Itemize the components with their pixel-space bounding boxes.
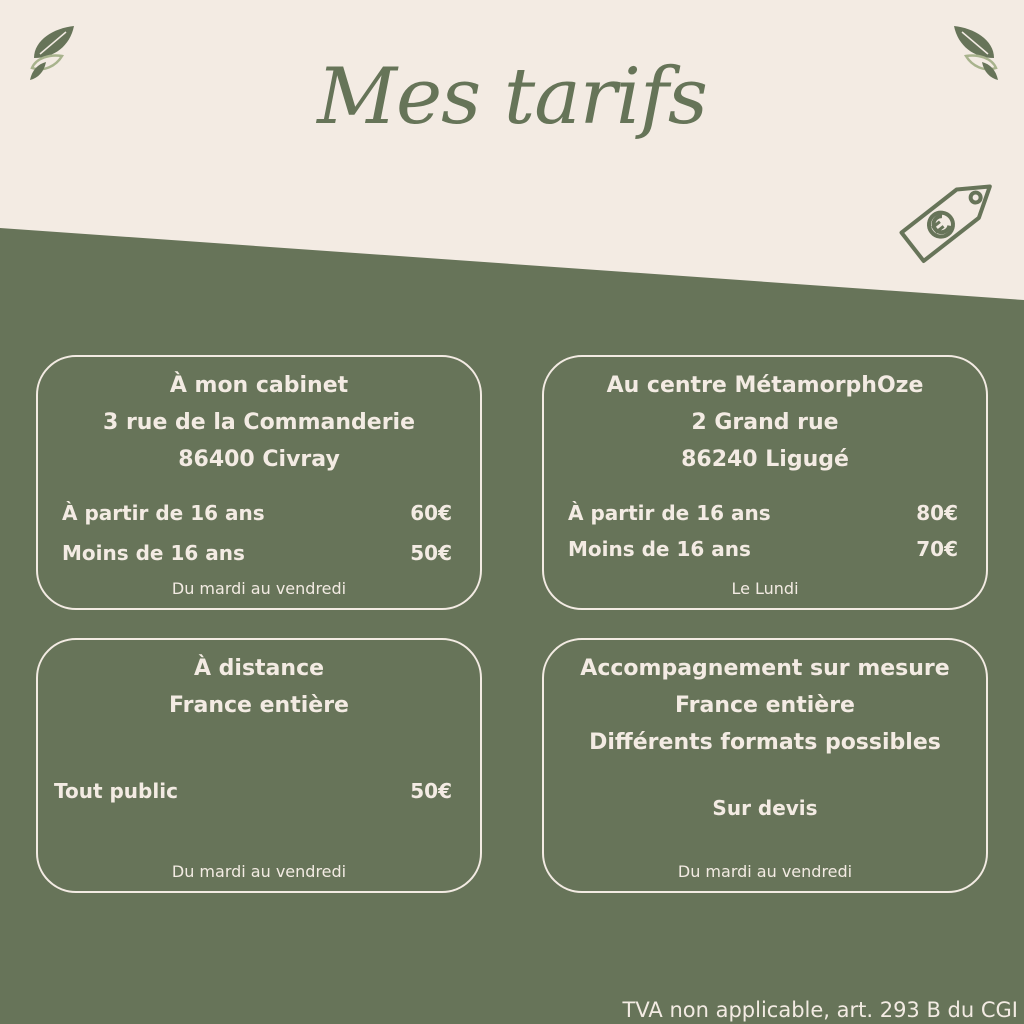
price-value: 50€ (410, 779, 452, 803)
card-heading-line: À mon cabinet (169, 373, 349, 398)
card-heading-line: France entière (169, 693, 349, 718)
leaf-icon (946, 22, 1002, 86)
availability-days: Du mardi au vendredi (677, 862, 853, 881)
price-label: Moins de 16 ans (568, 537, 751, 561)
quote-label: Sur devis (712, 796, 818, 820)
card-heading-line: 3 rue de la Commanderie (102, 410, 416, 435)
price-value: 70€ (916, 537, 958, 561)
card-distance (36, 638, 482, 893)
availability-days: Du mardi au vendredi (171, 862, 347, 881)
page-title: Mes tarifs (317, 52, 707, 142)
price-value: 80€ (916, 501, 958, 525)
card-heading-line: 86240 Ligugé (681, 447, 849, 472)
price-value: 50€ (410, 541, 452, 565)
price-label: Moins de 16 ans (62, 541, 245, 565)
card-heading-line: Différents formats possibles (589, 730, 941, 755)
card-cabinet (36, 355, 482, 610)
card-heading-line: Accompagnement sur mesure (580, 656, 950, 681)
availability-days: Du mardi au vendredi (171, 579, 347, 598)
price-tag-euro-icon (896, 160, 1008, 272)
price-value: 60€ (410, 501, 452, 525)
price-label: À partir de 16 ans (62, 501, 265, 525)
vat-notice: TVA non applicable, art. 293 B du CGI (622, 998, 1018, 1022)
leaf-icon (26, 22, 82, 86)
price-label: Tout public (54, 779, 178, 803)
card-sur-mesure (542, 638, 988, 893)
card-heading-line: France entière (675, 693, 855, 718)
card-heading-line: 2 Grand rue (691, 410, 839, 435)
card-centre (542, 355, 988, 610)
card-heading-line: 86400 Civray (178, 447, 340, 472)
card-heading-line: Au centre MétamorphOze (606, 373, 924, 398)
price-label: À partir de 16 ans (568, 501, 771, 525)
availability-days: Le Lundi (731, 579, 799, 598)
card-heading-line: À distance (193, 656, 325, 681)
